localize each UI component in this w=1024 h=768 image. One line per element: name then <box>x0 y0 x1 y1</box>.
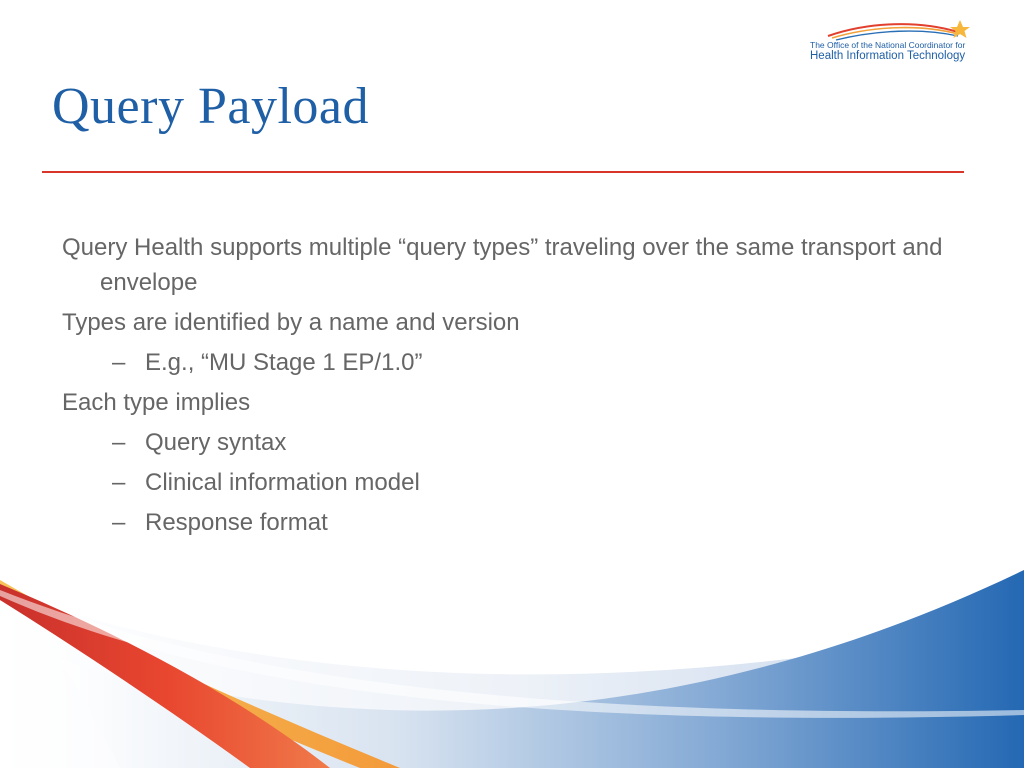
decorative-wave-graphic <box>0 560 1024 768</box>
dash-marker: – <box>112 349 126 376</box>
bullet-item: Types are identified by a name and version <box>62 309 520 336</box>
bullet-item: Query Health supports multiple “query types” traveling over the same transport and envelope <box>62 234 943 296</box>
bullet-item: Each type implies <box>62 389 251 416</box>
sub-bullet-text: Query syntax <box>145 429 287 456</box>
sub-bullet-item <box>62 465 962 500</box>
slide-body <box>62 230 962 545</box>
logo-org-line: The Office of the National Coordinator for <box>810 40 966 50</box>
dash-marker: – <box>112 469 126 496</box>
sub-bullet-item <box>62 505 962 540</box>
onc-logo <box>808 18 978 68</box>
sub-bullet-item <box>62 345 962 380</box>
sub-bullet-item <box>62 425 962 460</box>
slide-title: Query Payload <box>52 78 369 135</box>
sub-bullet-text: Response format <box>145 509 328 536</box>
dash-marker: – <box>112 429 126 456</box>
sub-bullet-text: Clinical information model <box>145 469 420 496</box>
logo-name-line: Health Information Technology <box>810 50 966 62</box>
sub-bullet-text: E.g., “MU Stage 1 EP/1.0” <box>145 349 423 376</box>
title-divider <box>42 171 964 173</box>
dash-marker: – <box>112 509 126 536</box>
